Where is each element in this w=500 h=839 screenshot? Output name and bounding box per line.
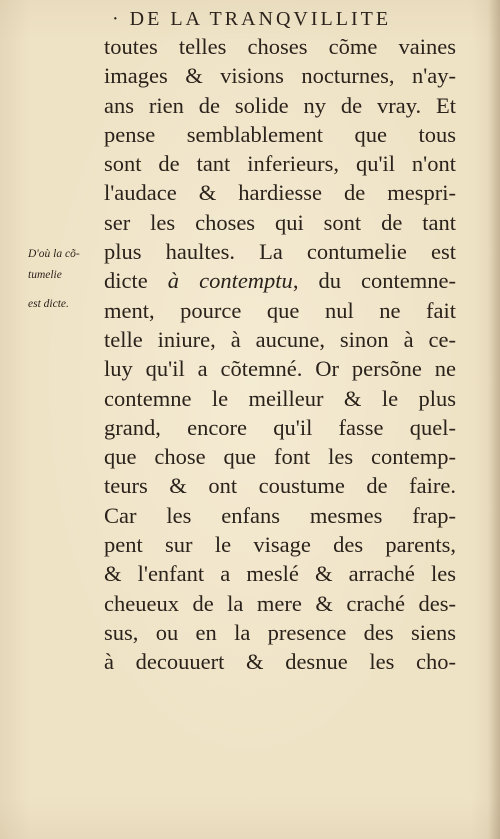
- running-header: · DE LA TRANQVILLITE: [112, 8, 392, 30]
- text-line: & l'enfant a meslé & arraché les: [104, 561, 456, 587]
- text-line: luy qu'il a cõtemné. Or persõne ne: [104, 356, 456, 382]
- text-line: Car les enfans mesmes frap-: [104, 502, 456, 528]
- text-line: images & visions nocturnes, n'ay-: [104, 63, 456, 89]
- margin-note-line: est dicte.: [28, 298, 69, 310]
- text-line: pent sur le visage des parents,: [104, 532, 456, 558]
- text-line: contemne le meilleur & le plus: [104, 385, 456, 411]
- line-suffix: , du contemne-: [292, 268, 456, 294]
- line-prefix: dicte: [104, 268, 168, 294]
- page-edge-shadow: [488, 0, 500, 839]
- text-line: telle iniure, à aucune, sinon à ce-: [104, 326, 456, 352]
- text-line: toutes telles choses cõme vaines: [104, 34, 456, 59]
- text-line: à decouuert & desnue les cho-: [104, 649, 456, 675]
- text-line: sus, ou en la presence des siens: [104, 619, 456, 645]
- text-line: cheueux de la mere & craché des-: [104, 590, 456, 616]
- italic-latin-phrase: à contemptu: [167, 268, 293, 294]
- text-line: l'audace & hardiesse de mespri-: [104, 180, 456, 206]
- text-line: ser les choses qui sont de tant: [104, 209, 456, 235]
- margin-note-line: tumelie: [28, 269, 62, 281]
- text-line: grand, encore qu'il fasse quel-: [104, 414, 456, 440]
- text-line: ans rien de solide ny de vray. Et: [104, 92, 456, 118]
- text-line: ment, pource que nul ne fait: [104, 297, 456, 323]
- body-text: [104, 32, 456, 677]
- text-line: pense semblablement que tous: [104, 121, 456, 147]
- text-line: teurs & ont coustume de faire.: [104, 473, 456, 499]
- text-line: plus haultes. La contumelie est: [104, 239, 456, 265]
- margin-note: [28, 244, 98, 315]
- text-line: que chose que font les contemp-: [104, 444, 456, 470]
- text-line-with-italic: [104, 266, 456, 295]
- margin-note-line: D'où la cõ-: [28, 248, 80, 260]
- text-line: sont de tant inferieurs, qu'il n'ont: [104, 151, 456, 177]
